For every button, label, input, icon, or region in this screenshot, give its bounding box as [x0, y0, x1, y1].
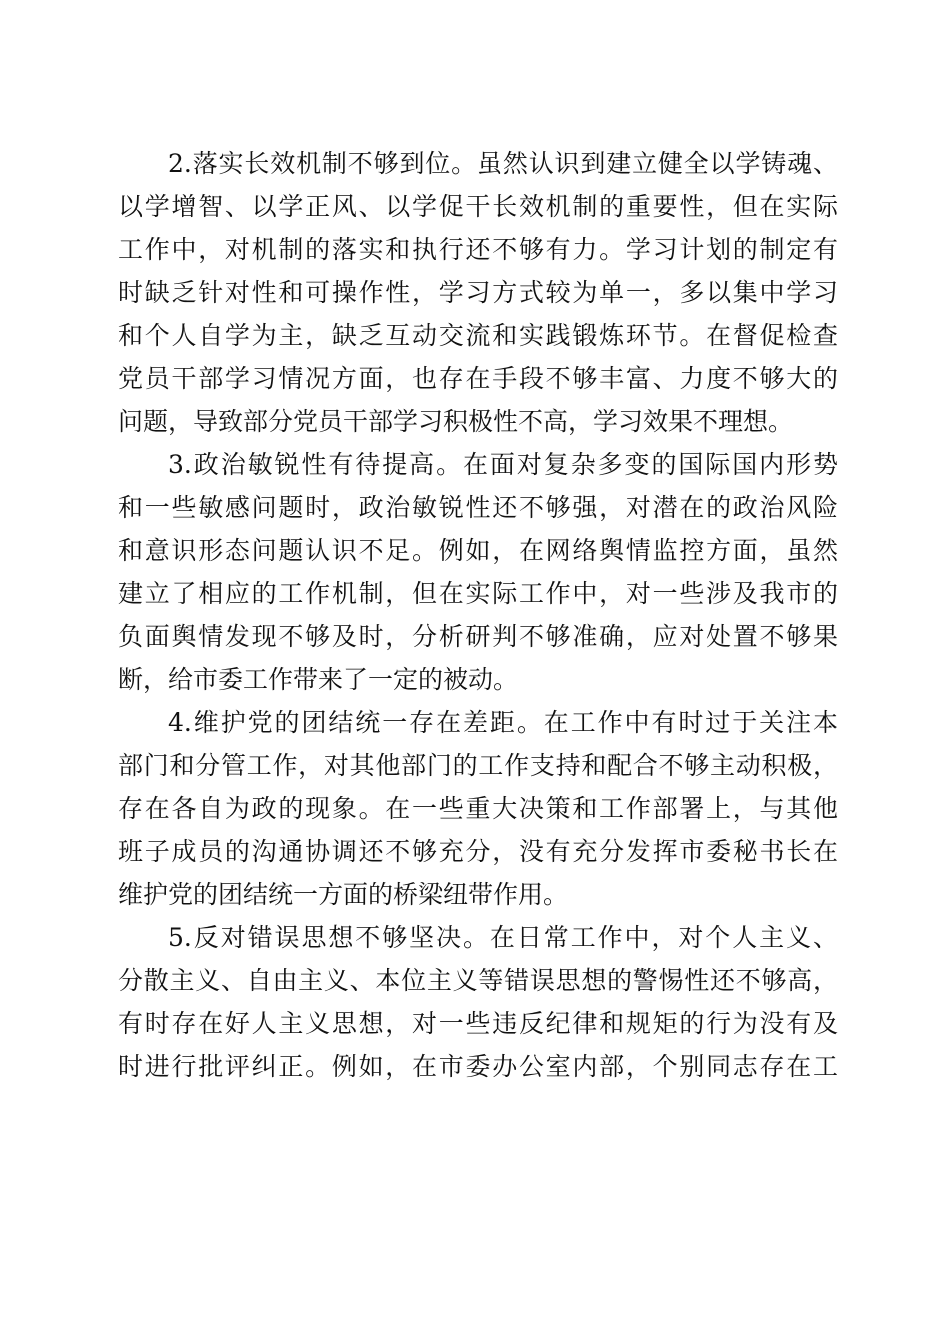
text-line: 和个人自学为主，缺乏互动交流和实践锻炼环节。在督促检查	[118, 321, 838, 350]
text-line: 班子成员的沟通协调还不够充分，没有充分发挥市委秘书长在	[118, 837, 838, 866]
text-line: 有时存在好人主义思想，对一些违反纪律和规矩的行为没有及	[118, 1009, 838, 1038]
text-line: 负面舆情发现不够及时，分析研判不够准确，应对处置不够果	[118, 622, 838, 651]
text-line: 和意识形态问题认识不足。例如，在网络舆情监控方面，虽然	[118, 536, 838, 565]
text-line: 分散主义、自由主义、本位主义等错误思想的警惕性还不够高，	[118, 966, 838, 995]
paragraph-3	[118, 443, 838, 701]
paragraph-5	[118, 916, 838, 1088]
text-line: 维护党的团结统一方面的桥梁纽带作用。	[118, 880, 569, 909]
text-line: 4.维护党的团结统一存在差距。在工作中有时过于关注本	[168, 708, 838, 737]
text-line: 3.政治敏锐性有待提高。在面对复杂多变的国际国内形势	[168, 450, 838, 479]
text-line: 和一些敏感问题时，政治敏锐性还不够强，对潜在的政治风险	[118, 493, 838, 522]
text-line: 断，给市委工作带来了一定的被动。	[118, 665, 519, 694]
paragraph-4	[118, 701, 838, 916]
paragraph-2	[118, 142, 838, 443]
text-line: 2.落实长效机制不够到位。虽然认识到建立健全以学铸魂、	[168, 149, 838, 178]
text-line: 时缺乏针对性和可操作性，学习方式较为单一，多以集中学习	[118, 278, 838, 307]
document-body	[118, 142, 838, 1088]
text-line: 以学增智、以学正风、以学促干长效机制的重要性，但在实际	[118, 192, 838, 221]
text-line: 建立了相应的工作机制，但在实际工作中，对一些涉及我市的	[118, 579, 838, 608]
text-line: 党员干部学习情况方面，也存在手段不够丰富、力度不够大的	[118, 364, 838, 393]
text-line: 5.反对错误思想不够坚决。在日常工作中，对个人主义、	[168, 923, 838, 952]
text-line: 时进行批评纠正。例如，在市委办公室内部，个别同志存在工	[118, 1052, 838, 1081]
text-line: 存在各自为政的现象。在一些重大决策和工作部署上，与其他	[118, 794, 838, 823]
text-line: 问题，导致部分党员干部学习积极性不高，学习效果不理想。	[118, 407, 794, 436]
text-line: 工作中，对机制的落实和执行还不够有力。学习计划的制定有	[118, 235, 838, 264]
text-line: 部门和分管工作，对其他部门的工作支持和配合不够主动积极，	[118, 751, 838, 780]
